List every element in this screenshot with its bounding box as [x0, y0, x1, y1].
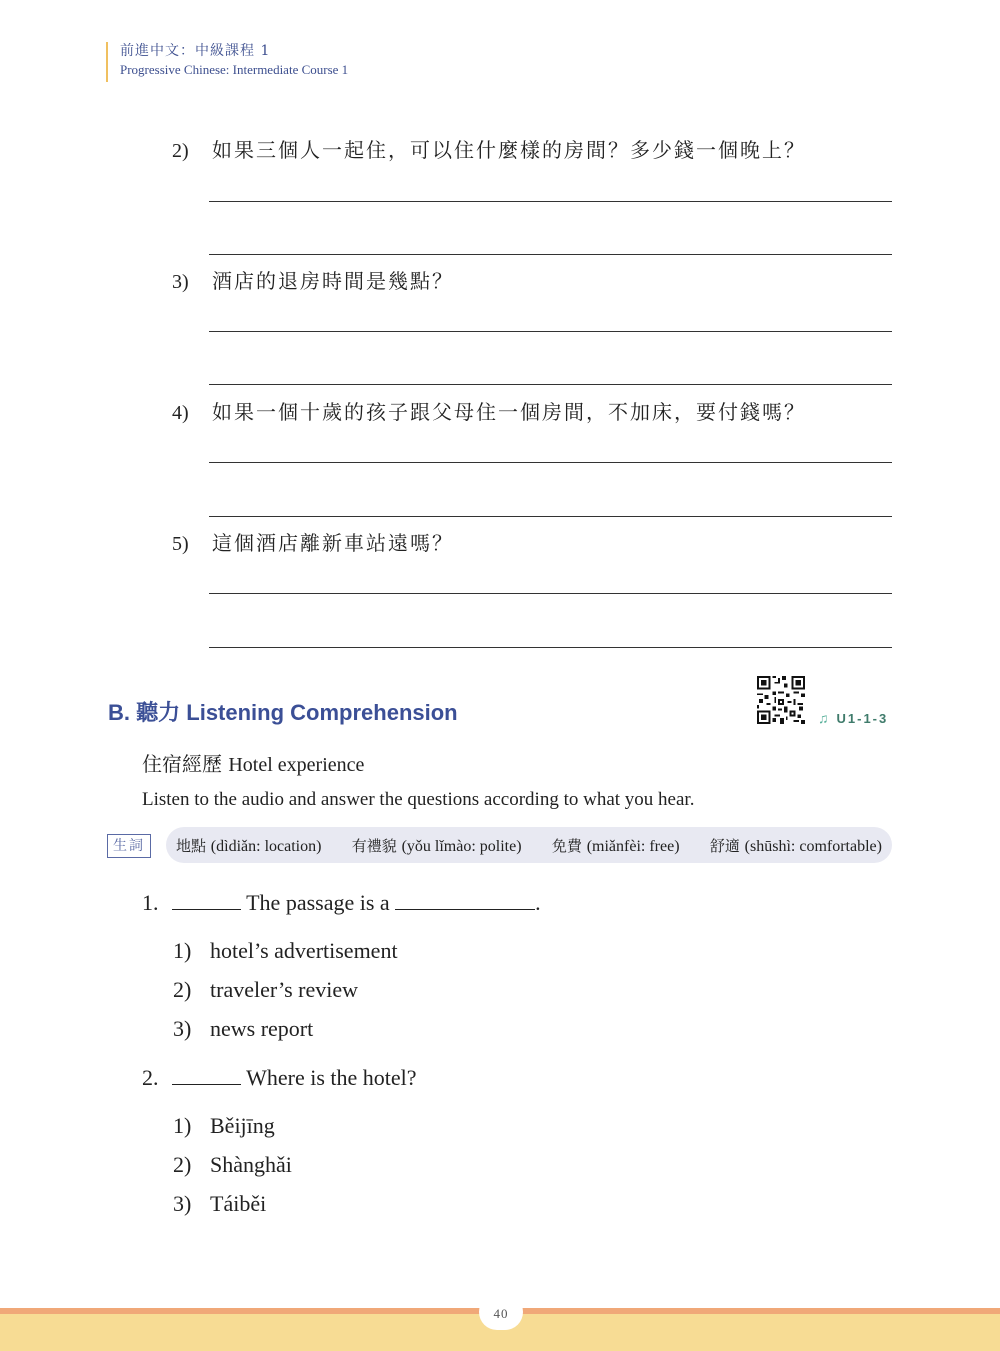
listening-topic [142, 748, 364, 777]
question-number: 3) [172, 271, 189, 293]
headphones-icon: ♫ [818, 710, 831, 726]
book-title-en: Progressive Chinese: Intermediate Course 1 [120, 62, 349, 77]
question-number: 4) [172, 402, 189, 424]
topic-en: Hotel experience [228, 754, 365, 776]
section-letter: B. [108, 700, 130, 725]
page-number: 40 [479, 1294, 523, 1330]
option-item: 1) Běijīng [173, 1113, 275, 1138]
question-text: 如果三個人一起住，可以住什麼樣的房間？多少錢一個晚上？ [212, 138, 806, 162]
question-number: 2) [172, 140, 189, 162]
option-item: 2) traveler’s review [173, 977, 359, 1002]
vocab-bar [166, 827, 892, 863]
vocab-tag: 生詞 [107, 834, 151, 858]
option-item: 2) Shànghǎi [173, 1152, 292, 1177]
answer-blank[interactable] [172, 1064, 241, 1085]
audio-track-label[interactable] [818, 710, 888, 726]
book-title-zh: 前進中文：中級課程 1 [120, 43, 271, 59]
question-end: . [535, 890, 541, 915]
vocab-item: 免費 (miǎnfèi: free) [551, 836, 680, 855]
section-title-zh: 聽力 [136, 701, 181, 726]
listening-question [142, 889, 541, 917]
answer-line[interactable] [209, 462, 892, 463]
section-b-heading [108, 696, 458, 727]
option-item: 1) hotel’s advertisement [173, 938, 398, 963]
instruction: Listen to the audio and answer the questions according to what you hear. [142, 789, 695, 810]
vocab-item: 有禮貌 (yǒu lǐmào: polite) [351, 836, 522, 855]
answer-line[interactable] [209, 647, 892, 648]
reading-question [172, 529, 454, 558]
question-number: 2. [142, 1065, 159, 1090]
reading-question [172, 136, 806, 165]
answer-blank[interactable] [395, 889, 535, 910]
vocab-item: 舒適 (shūshì: comfortable) [709, 836, 882, 855]
question-text: 酒店的退房時間是幾點？ [212, 269, 454, 293]
qr-code-icon[interactable] [757, 676, 805, 724]
vocab-item: 地點 (dìdiǎn: location) [176, 836, 322, 855]
section-title-en: Listening Comprehension [186, 700, 458, 725]
question-number: 5) [172, 533, 189, 555]
running-header [106, 42, 348, 82]
answer-line[interactable] [209, 254, 892, 255]
question-text: Where is the hotel? [246, 1065, 417, 1090]
answer-line[interactable] [209, 331, 892, 332]
topic-zh: 住宿經歷 [142, 752, 222, 776]
question-text: 如果一個十歲的孩子跟父母住一個房間，不加床，要付錢嗎？ [212, 400, 806, 424]
answer-line[interactable] [209, 384, 892, 385]
question-text: 這個酒店離新車站遠嗎？ [212, 531, 454, 555]
question-number: 1. [142, 890, 159, 915]
reading-question [172, 398, 806, 427]
answer-line[interactable] [209, 593, 892, 594]
audio-code: U1-1-3 [836, 711, 889, 726]
reading-question [172, 267, 454, 296]
option-item: 3) news report [173, 1016, 314, 1041]
answer-line[interactable] [209, 201, 892, 202]
question-text: The passage is a [246, 890, 390, 915]
answer-line[interactable] [209, 516, 892, 517]
option-item: 3) Táiběi [173, 1191, 267, 1216]
answer-blank[interactable] [172, 889, 241, 910]
listening-question [142, 1064, 417, 1092]
